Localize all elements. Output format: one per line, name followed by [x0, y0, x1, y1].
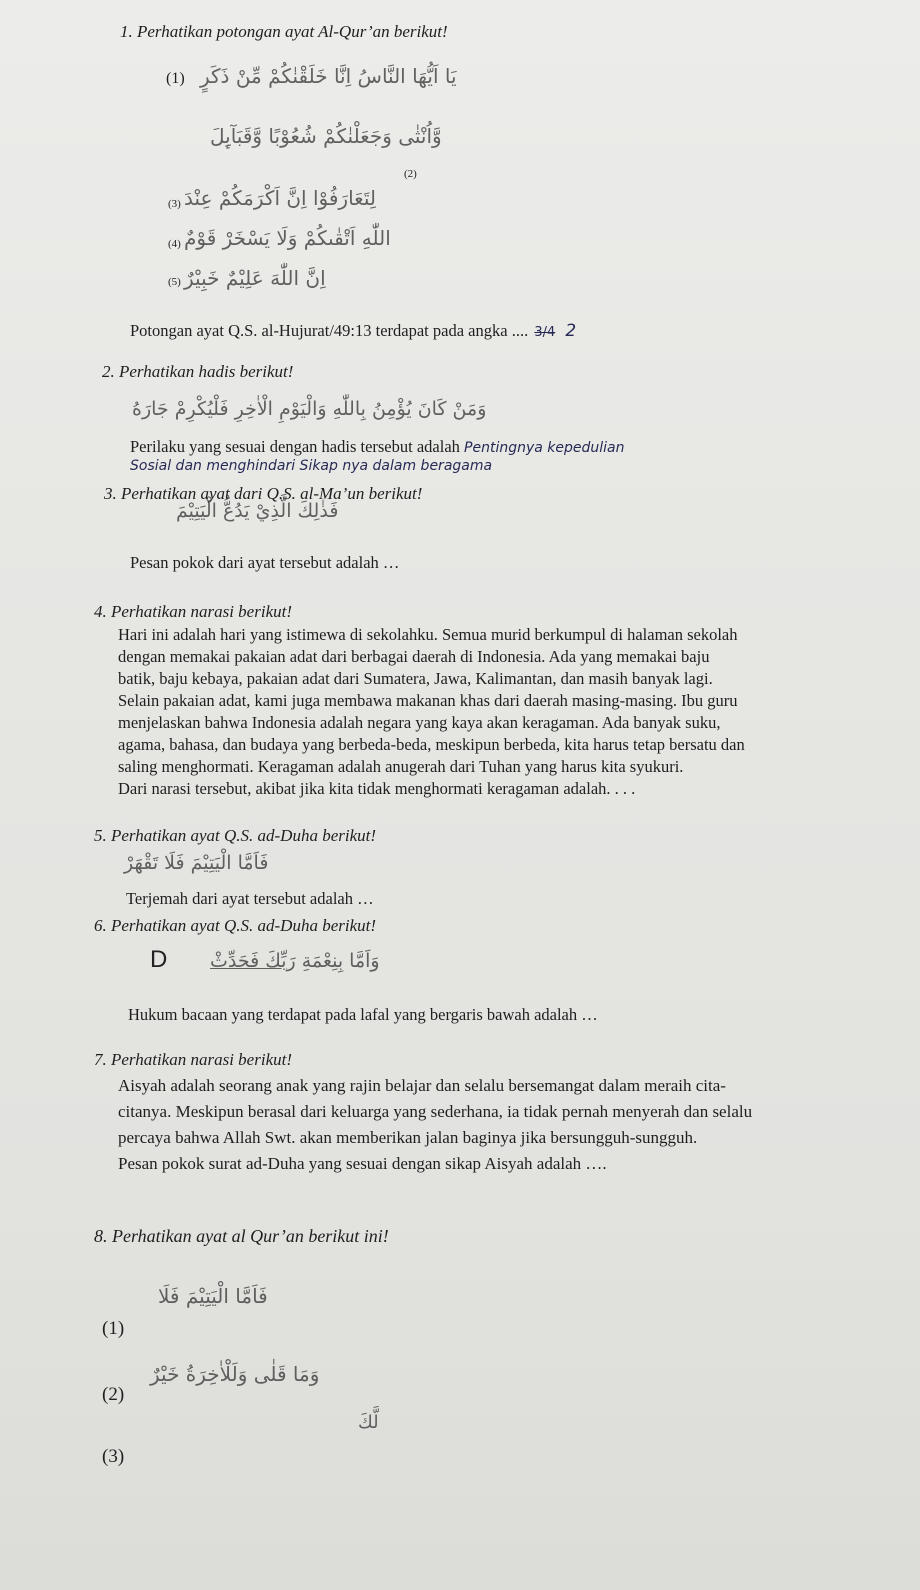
q7-narrative-line-4: Pesan pokok surat ad-Duha yang sesuai dengan sikap Aisyah adalah …. [118, 1154, 607, 1173]
q8-label-3: (3) [102, 1446, 125, 1467]
q5-question: Terjemah dari ayat tersebut adalah … [126, 889, 374, 908]
q1-question [130, 320, 576, 345]
q8-label-1: (1) [102, 1318, 125, 1339]
q2-question: Perilaku yang sesuai dengan hadis tersebut adalah [130, 437, 460, 456]
q1-dots: .... [511, 321, 529, 340]
q1-label-5: (5) [168, 276, 181, 288]
q2-title: 2. Perhatikan hadis berikut! [102, 362, 294, 381]
q1-arabic-line-1: ﻳَﺎ ﺍَﻳُّﻬَﺎ ﺍﻟﻨَّﺎﺱُ ﺍِﻧَّﺎ ﺧَﻠَﻘْﻨٰﻜُﻢْ ﻣِّﻦْ ﺫَﻛَﺮٍ [200, 64, 457, 88]
q4-narrative-line-7: saling menghormati. Keragaman adalah anugerah dari Tuhan yang harus kita syukuri. [118, 757, 684, 776]
q1-label-4: (4) [168, 238, 181, 250]
q6-underlined-lafal: ﺭَﺑِّﻚَ ﻓَﺤَﺪِّﺙْ [210, 950, 296, 972]
q7-narrative-line-3: percaya bahwa Allah Swt. akan memberikan jalan baginya jika bersungguh-sungguh. [118, 1128, 698, 1147]
q4-narrative-line-4: Selain pakaian adat, kami juga membawa makanan khas dari daerah masing-masing. Ibu guru [118, 691, 738, 710]
q8-arabic-line-1: ﻓَﺎَﻣَّﺎ ﺍﻟْﻴَﺘِﻴْﻢَ ﻓَﻠَﺎ [158, 1284, 268, 1308]
q7-title: 7. Perhatikan narasi berikut! [94, 1050, 292, 1069]
q2-question-row [130, 436, 625, 460]
q6-arabic-ayah: ﻭَﺍَﻣَّﺎ ﺑِﻨِﻌْﻤَﺔِ ﺭَﺑِّﻚَ ﻓَﺤَﺪِّﺙْ [210, 950, 380, 972]
q6-question: Hukum bacaan yang terdapat pada lafal yang bergaris bawah adalah … [128, 1005, 598, 1024]
q5-arabic-ayah: ﻓَﺎَﻣَّﺎ ﺍﻟْﻴَﺘِﻴْﻢَ ﻓَﻠَﺎ ﺗَﻘْﻬَﺮْ [124, 852, 269, 874]
q1-question-text: Potongan ayat Q.S. al-Hujurat/49:13 terdapat pada angka [130, 321, 508, 340]
q5-heading [94, 826, 376, 846]
q3-arabic-ayah: ﻓَﺬٰﻟِﻚَ ﺍﻟَّﺬِﻱْ ﻳَﺪُﻉُّ ﺍﻟْﻴَﺘِﻴْﻢَ [176, 500, 339, 522]
q4-narrative-line-6: agama, bahasa, dan budaya yang berbeda-beda, meskipun berbeda, kita harus tetap bersatu dan [118, 735, 745, 754]
q1-label-1: (1) [166, 70, 185, 87]
q3-title: 3. Perhatikan ayat dari Q.S. al-Ma’un berikut! [104, 484, 423, 503]
q8-heading [94, 1226, 389, 1247]
q6-title: 6. Perhatikan ayat Q.S. ad-Duha berikut! [94, 916, 377, 935]
q4-narrative-line-5: menjelaskan bahwa Indonesia adalah negara yang kaya akan keragaman. Ada banyak suku, [118, 713, 721, 732]
q4-narrative-line-2: dengan memakai pakaian adat dari berbagai daerah di Indonesia. Ada yang memakai baju [118, 647, 710, 666]
q1-title: 1. Perhatikan potongan ayat Al-Qur’an berikut! [120, 22, 448, 41]
q4-title: 4. Perhatikan narasi berikut! [94, 602, 292, 621]
q1-arabic-line-4: ﺍﻟﻠّٰﻪِ ﺍَﺗْﻘٰﯩﻜُﻢْ ﻭَﻟَﺎ ﻳَﺴْﺨَﺮْ ﻗَﻮْﻡٌ [184, 226, 391, 250]
q3-question: Pesan pokok dari ayat tersebut adalah … [130, 553, 400, 572]
q2-heading [102, 362, 293, 382]
q5-title: 5. Perhatikan ayat Q.S. ad-Duha berikut! [94, 826, 377, 845]
q4-narrative-line-3: batik, baju kebaya, pakaian adat dari Sumatera, Jawa, Kalimantan, dan masih banyak lagi. [118, 669, 713, 688]
q2-answer-line-2: Sosial dan menghindari Sikap nya dalam beragama [130, 458, 493, 474]
q1-crossed-mark: 3/4 [534, 325, 556, 340]
q4-narrative-line-1: Hari ini adalah hari yang istimewa di sekolahku. Semua murid berkumpul di halaman sekolah [118, 625, 738, 644]
q1-label-2: (2) [404, 168, 417, 180]
q8-arabic-line-2: ﻭَﻣَﺎ ﻗَﻠٰﻰ ﻭَﻟَﻠْﺎٰﺧِﺮَﺓُ ﺧَﻴْﺮٌ [150, 1362, 320, 1386]
q1-arabic-line-2: ﻭَّﺍُﻧْﺜٰﻰ ﻭَﺟَﻌَﻠْﻨٰﻜُﻢْ ﺷُﻌُﻮْﺑًﺎ ﻭَّﻗَﺒَﺎٓﯨِٕﻞَ [210, 124, 442, 148]
q2-arabic-hadith: ﻭَﻣَﻦْ ﻛَﺎﻥَ ﻳُﺆْﻣِﻦُ ﺑِﺎﻟﻠّٰﻪِ ﻭَﺍﻟْﻴَﻮْﻡِ ﺍﻟْﺎٰﺧِﺮِ ﻓَﻠْﻴُﻜْﺮِﻡْ ﺟَﺎﺭَﻩُ [132, 398, 487, 420]
q2-answer-line-1: Pentingnya kepedulian [464, 440, 625, 456]
q6-heading [94, 916, 376, 936]
q4-heading [94, 602, 292, 622]
q4-narrative-line-8: Dari narasi tersebut, akibat jika kita tidak menghormati keragaman adalah. . . . [118, 779, 636, 798]
q8-title: 8. Perhatikan ayat al Qur’an berikut ini! [94, 1226, 389, 1246]
q1-arabic-line-3: ﻟِﺘَﻌَﺎﺭَﻓُﻮْﺍ ﺍِﻥَّ ﺍَﻛْﺮَﻣَﻜُﻢْ ﻋِﻨْﺪَ [184, 186, 376, 210]
q1-heading [120, 22, 448, 42]
q1-arabic-line-5: ﺍِﻥَّ ﺍﻟﻠّٰﻪَ ﻋَﻠِﻴْﻢٌ ﺧَﺒِﻴْﺮٌ [184, 266, 326, 290]
q6-mark: D [150, 946, 168, 973]
q1-answer-mark: 2 [565, 321, 577, 341]
q1-label-3: (3) [168, 198, 181, 210]
q8-label-2: (2) [102, 1384, 125, 1405]
q7-heading [94, 1050, 292, 1070]
q8-arabic-line-3: ﻟَّﻚَ [358, 1412, 379, 1433]
q7-narrative-line-2: citanya. Meskipun berasal dari keluarga yang sederhana, ia tidak pernah menyerah dan selalu [118, 1102, 753, 1121]
q7-narrative-line-1: Aisyah adalah seorang anak yang rajin belajar dan selalu bersemangat dalam meraih cita- [118, 1076, 726, 1095]
